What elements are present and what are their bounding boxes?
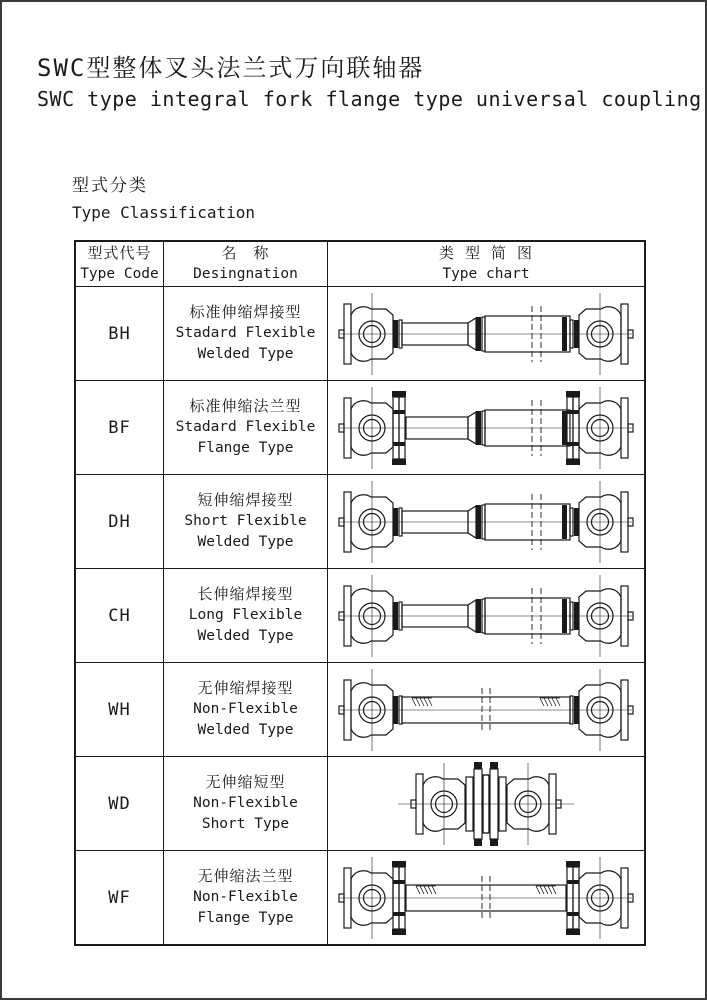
designation-zh: 无伸缩法兰型 — [197, 866, 294, 885]
designation-cell — [164, 757, 328, 850]
designation-en-line1: Stadard Flexible — [175, 419, 316, 436]
type-code: WH — [108, 699, 131, 720]
coupling-drawing-WD — [336, 759, 636, 849]
type-chart-cell — [328, 569, 644, 662]
section-heading-zh: 型式分类 — [72, 176, 148, 196]
table-row — [76, 756, 644, 850]
coupling-drawing-BH — [336, 289, 636, 379]
table-row — [76, 850, 644, 944]
designation-cell — [164, 287, 328, 380]
type-code-cell — [76, 381, 164, 474]
type-code-cell — [76, 287, 164, 380]
table-header-row — [76, 242, 644, 286]
type-code: DH — [108, 511, 131, 532]
page-title — [37, 52, 702, 114]
header-designation — [164, 242, 328, 286]
type-classification-table — [74, 240, 646, 946]
designation-zh: 标准伸缩法兰型 — [189, 396, 302, 415]
coupling-drawing-DH — [336, 477, 636, 567]
table-row — [76, 662, 644, 756]
designation-zh: 无伸缩焊接型 — [197, 678, 294, 697]
designation-en-line1: Non-Flexible — [193, 889, 298, 906]
designation-en-line1: Non-Flexible — [193, 795, 298, 812]
coupling-drawing-BF — [336, 383, 636, 473]
designation-en-line1: Short Flexible — [184, 513, 307, 530]
type-chart-cell — [328, 381, 644, 474]
type-code: CH — [108, 605, 131, 626]
designation-en-line2: Short Type — [201, 816, 290, 833]
designation-en-line2: Welded Type — [197, 534, 294, 551]
header-designation-en: Desingnation — [193, 266, 298, 283]
table-row — [76, 568, 644, 662]
designation-en-line2: Welded Type — [197, 628, 294, 645]
header-type-code-en: Type Code — [80, 266, 159, 283]
designation-en-line2: Welded Type — [197, 722, 294, 739]
table-row — [76, 286, 644, 380]
designation-cell — [164, 475, 328, 568]
table-row — [76, 474, 644, 568]
type-code: WD — [108, 793, 131, 814]
header-type-code-zh: 型式代号 — [87, 243, 152, 262]
coupling-drawing-CH — [336, 571, 636, 661]
designation-zh: 长伸缩焊接型 — [197, 584, 294, 603]
type-code: WF — [108, 887, 131, 908]
type-code-cell — [76, 663, 164, 756]
designation-zh: 标准伸缩焊接型 — [189, 302, 302, 321]
type-code: BH — [108, 323, 131, 344]
designation-en-line1: Stadard Flexible — [175, 325, 316, 342]
designation-cell — [164, 663, 328, 756]
coupling-drawing-WF — [336, 853, 636, 943]
designation-zh: 无伸缩短型 — [205, 772, 286, 791]
type-chart-cell — [328, 851, 644, 944]
section-heading — [72, 174, 255, 225]
type-code-cell — [76, 757, 164, 850]
designation-en-line2: Welded Type — [197, 346, 294, 363]
header-type-code — [76, 242, 164, 286]
type-chart-cell — [328, 475, 644, 568]
designation-cell — [164, 569, 328, 662]
type-chart-cell — [328, 757, 644, 850]
coupling-drawing-WH — [336, 665, 636, 755]
page-title-en: SWC type integral fork flange type universal coupling — [37, 87, 702, 112]
designation-en-line1: Long Flexible — [188, 607, 303, 624]
page-title-zh: SWC型整体叉头法兰式万向联轴器 — [37, 54, 425, 82]
designation-en-line2: Flange Type — [197, 910, 294, 927]
type-chart-cell — [328, 287, 644, 380]
designation-cell — [164, 381, 328, 474]
designation-cell — [164, 851, 328, 944]
type-chart-cell — [328, 663, 644, 756]
type-code-cell — [76, 475, 164, 568]
type-code-cell — [76, 569, 164, 662]
table-row — [76, 380, 644, 474]
type-code: BF — [108, 417, 131, 438]
header-type-chart-zh: 类 型 简 图 — [438, 243, 534, 262]
designation-zh: 短伸缩焊接型 — [197, 490, 294, 509]
header-type-chart-en: Type chart — [442, 266, 530, 283]
header-type-chart — [328, 242, 644, 286]
designation-en-line2: Flange Type — [197, 440, 294, 457]
section-heading-en: Type Classification — [72, 202, 256, 222]
header-designation-zh: 名 称 — [221, 243, 270, 262]
type-code-cell — [76, 851, 164, 944]
designation-en-line1: Non-Flexible — [193, 701, 298, 718]
